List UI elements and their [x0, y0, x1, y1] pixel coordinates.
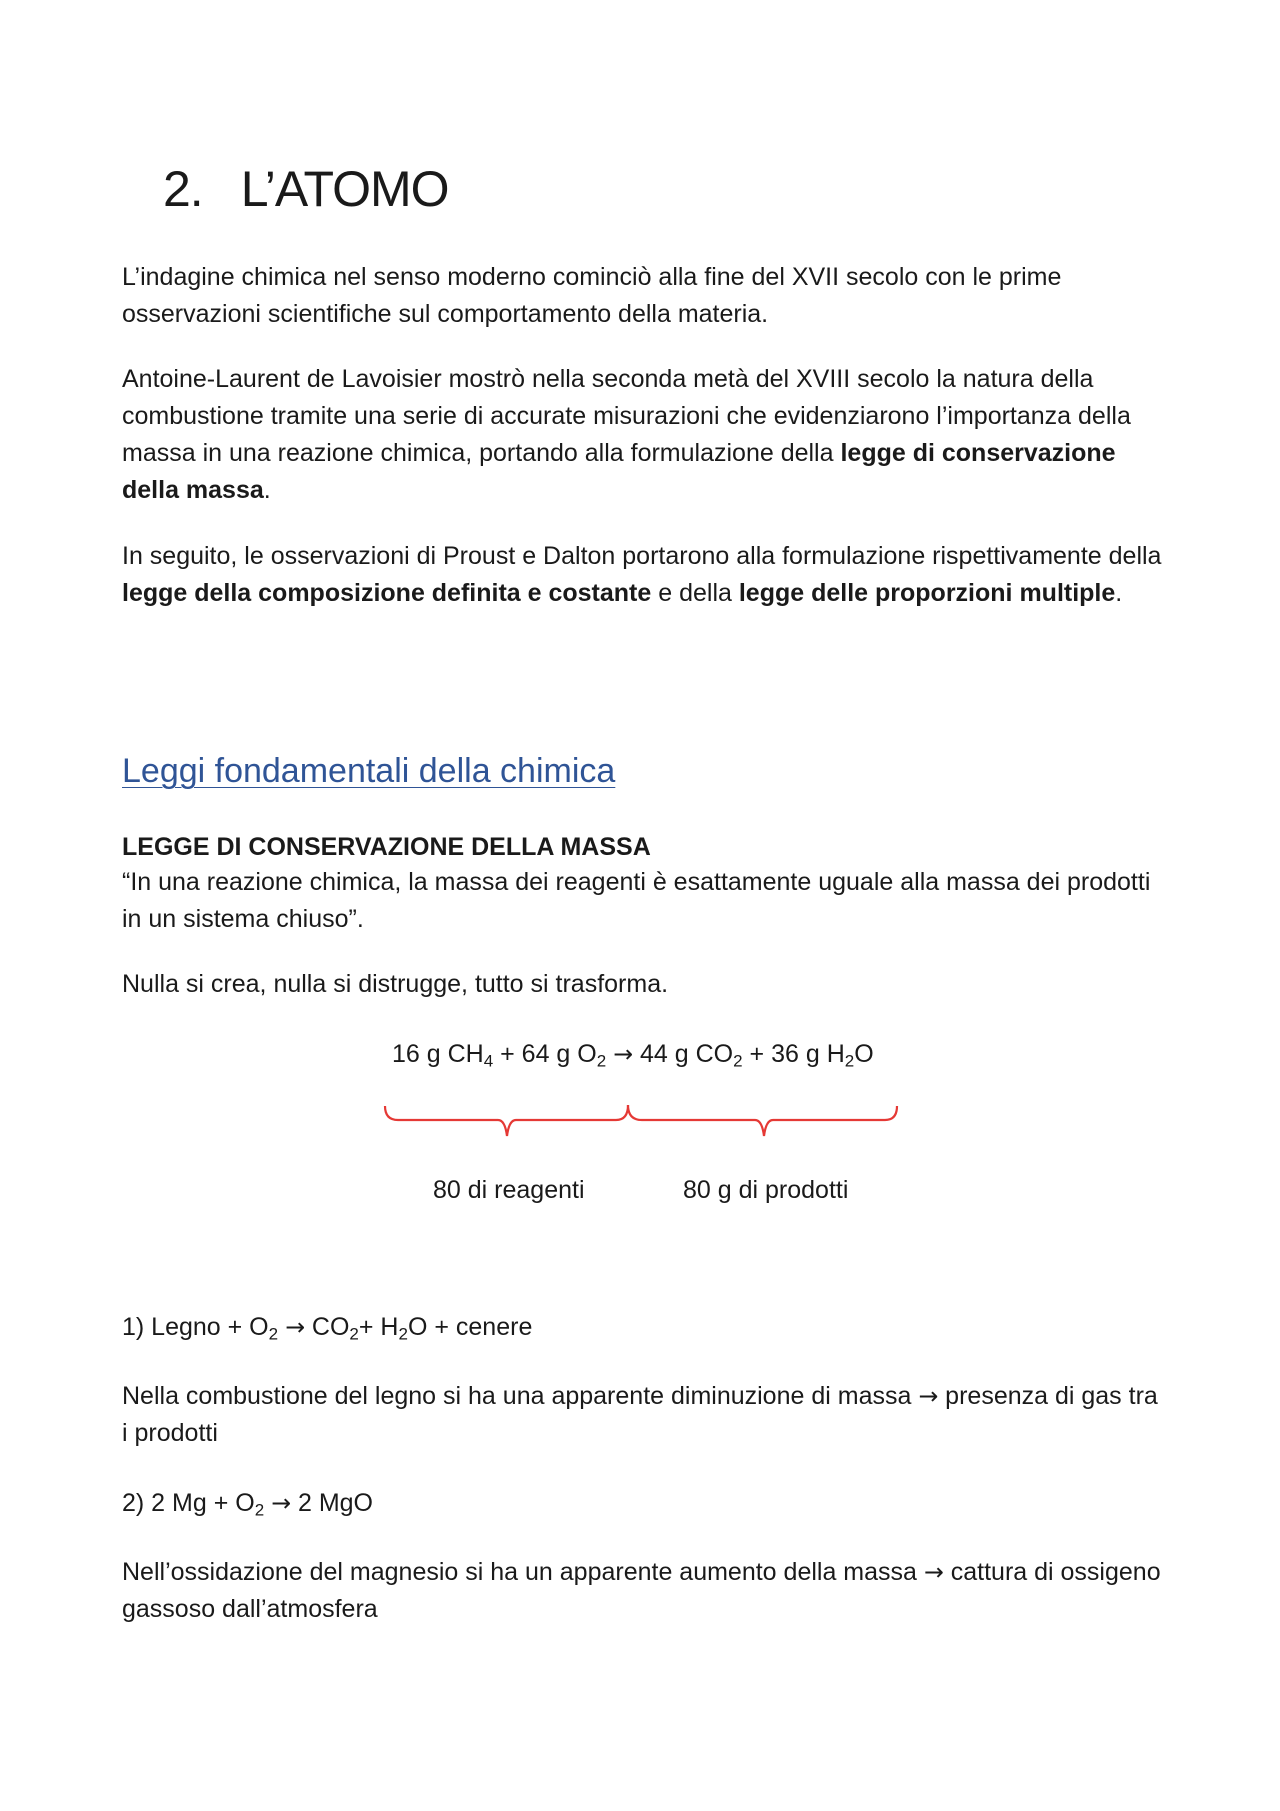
chapter-number: 2.	[163, 161, 203, 217]
p2-bold-law: legge di conservazione della massa	[122, 439, 1116, 504]
eq-sub: 2	[254, 1500, 265, 1520]
eq-sub: 2	[596, 1051, 607, 1071]
intro-paragraph-3	[122, 538, 1162, 612]
p3-bold-law-1: legge della composizione definita e costante	[122, 579, 652, 607]
p3-bold-law-2: legge delle proporzioni multiple	[738, 579, 1116, 607]
products-brace	[628, 1105, 897, 1136]
brace-graphic	[380, 1100, 900, 1145]
motto: Nulla si crea, nulla si distrugge, tutto si trasforma.	[122, 970, 669, 998]
eq-sub: 2	[844, 1051, 855, 1071]
law-quote: “In una reazione chimica, la massa dei reagenti è esattamente uguale alla massa dei prodotti in un sistema chiuso”.	[122, 868, 1151, 933]
eq-sub: 2	[398, 1324, 408, 1344]
eq-sub: 2	[268, 1324, 279, 1344]
arrow-icon: →	[613, 1040, 634, 1068]
arrow-icon: →	[271, 1489, 292, 1517]
arrow-icon: →	[285, 1313, 305, 1341]
example-2-equation	[122, 1485, 373, 1522]
eq-part: 16 g CH	[392, 1040, 484, 1068]
example-1-explanation	[122, 1378, 1162, 1452]
eq-part: + H	[358, 1313, 399, 1341]
eq-part: + 64 g O	[493, 1040, 597, 1068]
p2-end: .	[263, 476, 271, 504]
reagents-label: 80 di reagenti	[433, 1176, 585, 1204]
eq-part: + 36 g H	[742, 1040, 845, 1068]
ex2-text-end: cattura di ossigeno gassoso dall’atmosfera	[122, 1558, 1161, 1623]
eq-part: 44 g CO	[633, 1040, 734, 1068]
eq-sub: 4	[483, 1051, 494, 1071]
eq-part: CO	[304, 1313, 350, 1341]
conservation-equation	[392, 1036, 874, 1073]
reagents-brace	[385, 1105, 628, 1136]
arrow-icon: →	[918, 1382, 939, 1410]
eq-part: O + cenere	[407, 1313, 533, 1341]
eq-part: 2) 2 Mg + O	[122, 1489, 255, 1517]
law-title: LEGGE DI CONSERVAZIONE DELLA MASSA	[122, 833, 651, 861]
arrow-icon: →	[923, 1558, 944, 1586]
ex1-text: Nella combustione del legno si ha una apparente diminuzione di massa	[122, 1382, 919, 1410]
eq-part: 1) Legno + O	[122, 1313, 269, 1341]
p3-text: In seguito, le osservazioni di Proust e Dalton portarono alla formulazione rispettivamente della	[122, 542, 1162, 570]
products-label: 80 g di prodotti	[683, 1176, 849, 1204]
chapter-title-text: L’ATOMO	[240, 161, 449, 217]
eq-part: O	[854, 1040, 874, 1068]
example-1-equation	[122, 1309, 532, 1346]
ex2-text: Nell’ossidazione del magnesio si ha un apparente aumento della massa	[122, 1558, 924, 1586]
p3-end: .	[1115, 579, 1123, 607]
ex1-text-end: presenza di gas tra i prodotti	[122, 1382, 1158, 1447]
intro-paragraph-2	[122, 361, 1162, 509]
p3-mid: e della	[651, 579, 739, 607]
intro-paragraph-1: L’indagine chimica nel senso moderno cominciò alla fine del XVII secolo con le prime osservazioni scientifiche sul comportamento della materia.	[122, 263, 1062, 328]
chapter-title	[163, 160, 449, 218]
section-heading: Leggi fondamentali della chimica	[122, 752, 616, 790]
eq-sub: 2	[349, 1324, 359, 1344]
p2-text: Antoine-Laurent de Lavoisier mostrò nella seconda metà del XVIII secolo la natura della combustione tramite una serie di accurate misurazioni che evidenziarono l’importanza della massa in una reazione chimica, portando alla formulazione della	[122, 365, 1131, 467]
eq-sub: 2	[733, 1051, 743, 1071]
eq-part: 2 MgO	[291, 1489, 374, 1517]
example-2-explanation	[122, 1554, 1162, 1628]
